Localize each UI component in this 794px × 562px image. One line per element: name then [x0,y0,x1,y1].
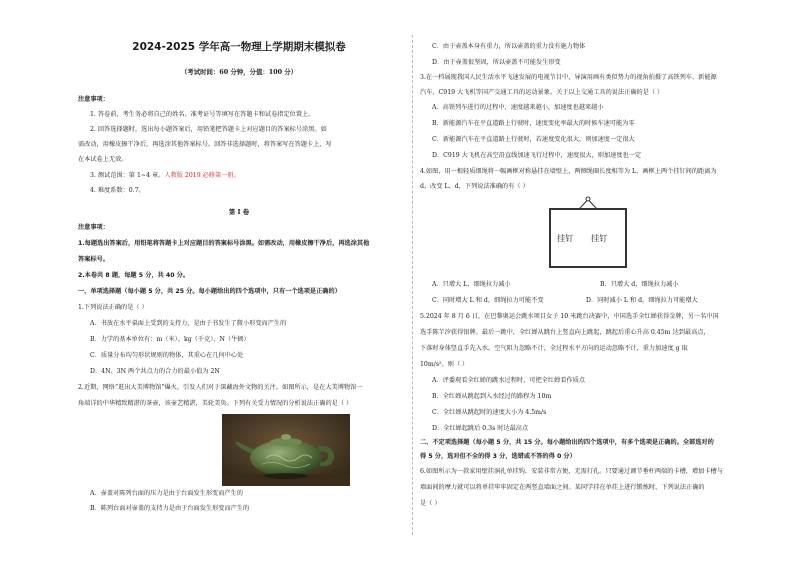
notice-scope-red: 人教版 2019 必修第一册。 [164,172,240,179]
q4-stem-line2: d。改变 L、d，下列说法准确的有（ ） [420,183,529,190]
notice-item-3 [90,172,240,180]
section-notice-heading: 注意事项： [78,224,109,231]
notice-item-1: 1. 答卷前，考生务必将自己的姓名、准考证号等填写在答题卡和试卷指定位置上。 [90,111,315,118]
q5-option-a: A．评委观看全红婵的跳水过程时，可把全红婵看作质点 [432,377,585,384]
q3-option-b: B．新能源汽车在平直道路上行驶时，速度变化率最大的时候车速可能为零 [432,120,635,127]
q1-option-c: C．质量分布均匀形状规则的物体，其重心在几何中心处 [90,352,244,359]
q5-option-c: C．全红婵从跳起时的速度大小为 4.5m/s [432,409,547,416]
picture-frame-diagram [549,208,627,268]
q1-option-a: A．书放在水平桌面上受到的支持力，是由于书发生了微小形变而产生的 [90,320,287,327]
q5-stem-line2: 选手陈芋汐获得银牌。最后一跳中，全红婵从跳台上竖直向上跳起，跳起后重心升高 0.45m 达到最高点， [420,329,710,336]
notice-item-2-cont: 需改动，用橡皮擦干净后，再选涂其他答案标号。回答非选择题时，将答案写在答题卡上，写 [78,141,332,148]
q3-option-c: C．新能源汽车在平直道路上行驶时，若速度变化很大，则加速度一定很大 [432,136,635,143]
q2-stem-line1: 2.近期，网络“逛出大美博物馆”爆火，引发人们对于深藏海外文物的关注。如图所示，是在大美博物馆一 [78,384,363,391]
notice-item-2: 2. 回答选择题时，选出每小题答案后，用铅笔把答题卡上对应题目的答案标号涂黑。如 [90,126,327,133]
q2-option-c: C．由于壶盖本身有重力，所以壶盖的重力没有施力物体 [432,43,586,50]
q2-option-d: D．由于壶盖很坚固，所以壶盖不可能发生形变 [432,59,561,66]
q3-option-a: A．高铁列车进行的过程中，速度越来越小，加速度也越来越小 [432,104,604,111]
part1-heading: 一、单项选择题（每小题 5 分，共 25 分。每小题给出的四个选项中，只有一个选项是正确的） [78,288,341,295]
notice-heading: 注意事项： [78,96,109,103]
section-notice-line2: 答案标号。 [78,256,109,263]
q3-stem-line1: 3.在一档展现我国人民生活水平飞速发展的电视节目中，导演用画有类似势力的视角拍摄了高铁列车、新能源 [420,74,717,81]
section-notice-line1: 1.每题选出答案后，用铅笔将答题卡上对应题目的答案标号涂黑。如需改动，用橡皮擦干净后，再选涂其他 [78,240,370,247]
q4-option-a: A．只增大 L，细绳拉力减小 [432,281,511,288]
exam-title: 2024-2025 学年高一物理上学期期末模拟卷 [132,41,346,53]
q4-option-b: B．只增大 d，细绳拉力减小 [600,281,679,288]
q5-stem-line1: 5.2024 年 8 月 6 日，在巴黎奥运会跳水项目女子 10 米跳台决赛中，中国选手全红婵获得金牌，另一名中国 [420,313,719,320]
nail-label-left: 挂钉 [557,233,574,243]
q1-option-d: D．4N、3N 两个共点力的合力的最小值为 2N [90,368,220,375]
q3-option-d: D．C919 大飞机在高空沿直线加速飞行过程中，速度很大，则加速度也一定 [432,152,642,159]
exam-meta: （考试时间：60 分钟，分值：100 分） [180,68,298,76]
column-divider [412,35,413,535]
part2-heading-line2: 得 5 分，选对但不全的得 3 分，选错或不答的得 0 分） [420,453,576,460]
notice-item-2-end: 在本试卷上无效。 [78,156,128,163]
q4-option-c: C．同时增大 L 和 d，细绳拉力可能不变 [432,297,544,304]
nail-label-right: 挂钉 [591,233,608,243]
q1-option-b: B．力学的基本单位有：m（米）、kg（千克）、N（牛顿） [90,336,250,343]
q5-stem-line3: 下落时身体竖直手先入水。空气阻力忽略不计，全过程水平方向的运动忽略不计，重力加速度 g 取 [420,345,688,352]
q6-stem-line1: 6.如图所示为一款家用壁挂洞孔单挂钩，安装非常方便，无需打孔。只要通过调节垂杆两端的卡槽，增加卡槽与 [420,468,723,475]
q2-option-b: B．陈列台面对壶盖的支持力是由于台面发生形变而产生的 [90,505,250,512]
notice-item-4: 4. 难度系数：0.7。 [90,187,145,194]
part2-heading-line1: 二、不定项选择题（每小题 5 分，共 15 分。每小题给出的四个选项中，有多个选项是正确的。全部选对的 [420,439,714,446]
q1-stem: 1.下列说法正确的是（ ） [78,304,148,311]
q2-stem-line2: 角端详的中华精致精湛的茶壶，该壶艺精湛，美轮美奂。下列有关受力情况的分析说法正确的是（ ） [78,400,353,407]
q5-option-b: B．全红婵从跳起到入水经过的路程为 10m [432,393,552,400]
teapot-illustration [222,414,350,486]
q5-stem-line4: 10m/s²。则（ ） [420,361,469,368]
teapot-photo [222,414,350,486]
q6-stem-line3: 是（ ） [420,500,441,507]
section-notice-line3: 2.本卷共 8 题，每题 5 分，共 40 分。 [78,272,190,279]
q5-option-d: D．全红婵起跳后 0.3s 时达最高点 [432,425,529,432]
q4-option-d: D．同时减小 L 和 d，细绳拉力可能增大 [586,297,698,304]
q4-stem-line1: 4.如图，用一根轻质细绳将一幅画框对称悬挂在墙壁上，两侧绳圈长度相等为 L，画框上两个挂钉间的距离为 [420,168,717,175]
section-heading: 第 I 卷 [228,208,250,216]
notice-scope-text: 3. 测试范围：第 1~4 章。 [90,172,165,179]
q6-stem-line2: 墙面间的摩力就可以将单挂牢牢固定在两竖直墙面之间。某同学挂在单挂上进行锻炼时，下列说法正确的 [420,484,705,491]
q3-stem-line2: 汽车、C919 大飞机等国产交通工具的运动景象。关于以上交通工具的说法正确的是（ ） [420,89,664,96]
q2-option-a: A．壶盖对陈列台面的压力是由于台面发生形变而产生的 [90,490,243,497]
